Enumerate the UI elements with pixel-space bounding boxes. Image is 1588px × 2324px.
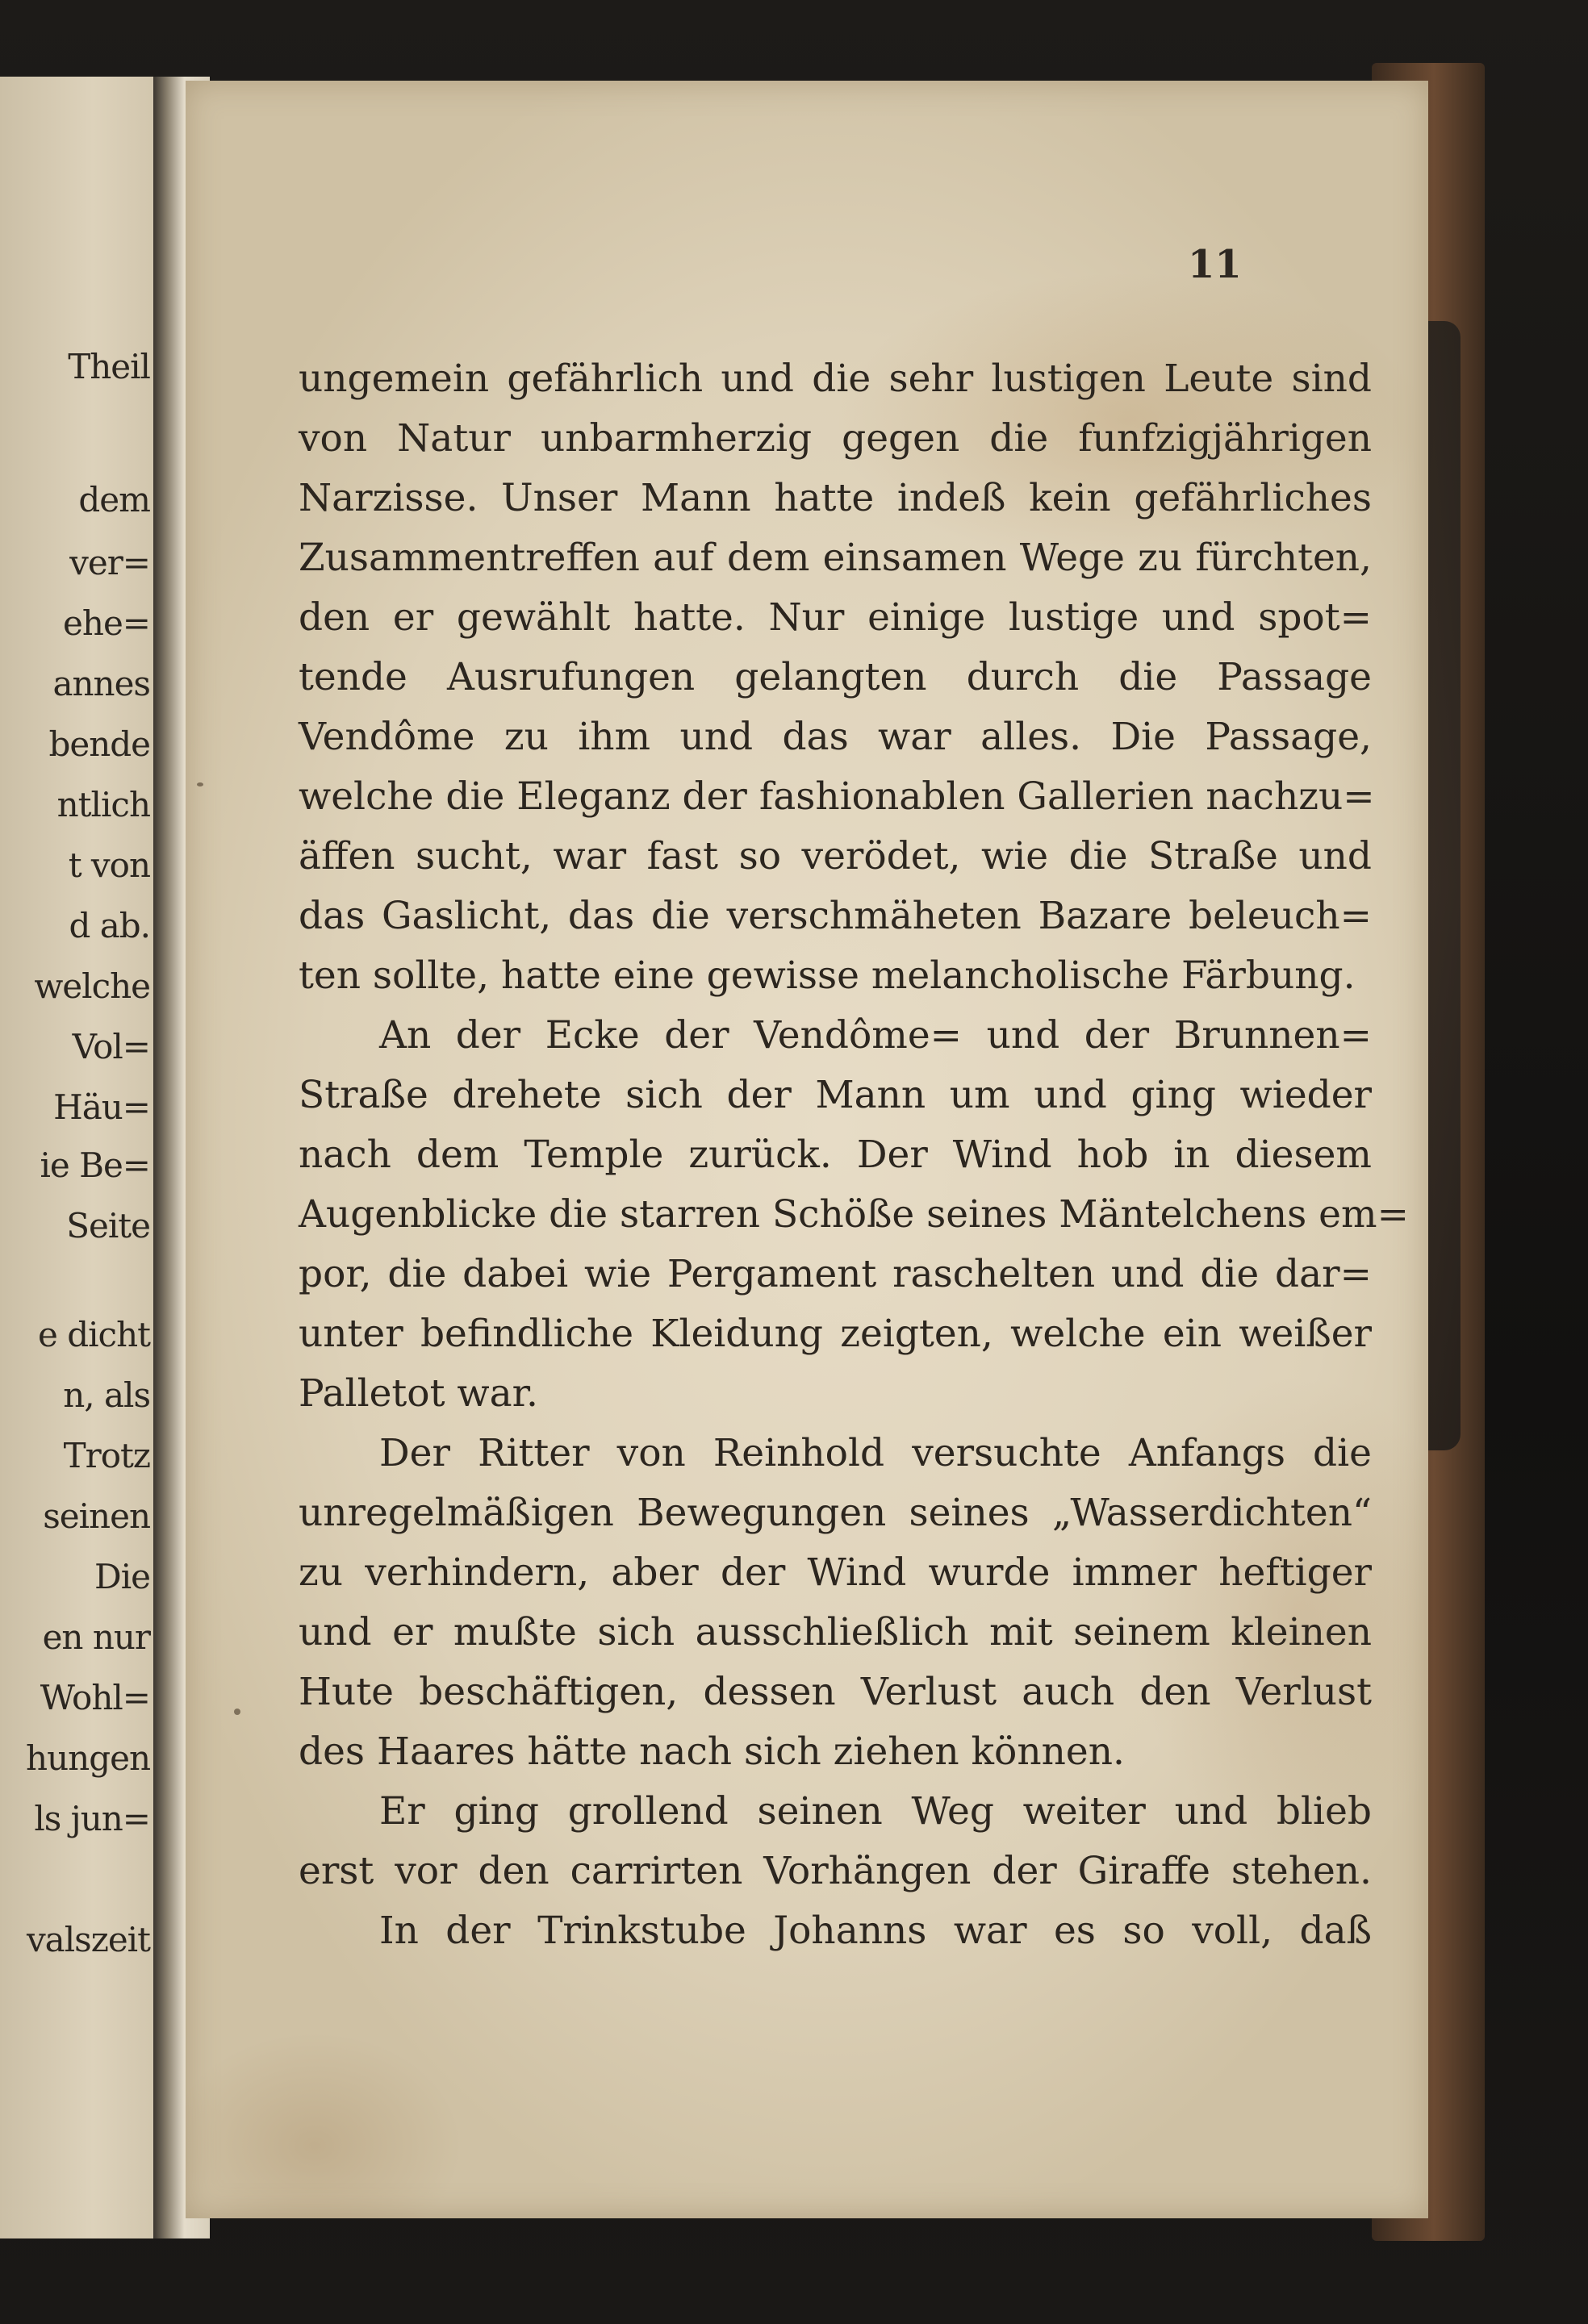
text-line: und er mußte sich ausschließlich mit seinem kleinen (299, 1610, 1372, 1654)
left-page-fragment: bende (48, 724, 150, 764)
left-page-fragment: n, als (63, 1375, 150, 1415)
text-line: Zusammentreffen auf dem einsamen Wege zu fürchten, (299, 536, 1372, 580)
text-line: unregelmäßigen Bewegungen seines „Wasserdichten“ (299, 1491, 1372, 1535)
text-line: das Gaslicht, das die verschmäheten Bazare beleuch= (299, 894, 1372, 938)
left-page-fragment: Häu= (53, 1087, 150, 1127)
left-page-fragment: dem (78, 480, 150, 519)
left-page-fragment: valszeit (26, 1920, 150, 1959)
left-page-fragment: en nur (42, 1617, 150, 1657)
text-line: ten sollte, hatte eine gewisse melancholische Färbung. (299, 953, 1356, 998)
text-line: Straße drehete sich der Mann um und ging wieder (299, 1073, 1372, 1117)
text-line: tende Ausrufungen gelangten durch die Passage (299, 655, 1372, 699)
right-page (186, 81, 1428, 2218)
text-line: welche die Eleganz der fashionablen Gallerien nachzu= (299, 774, 1375, 819)
left-page (0, 77, 169, 2238)
text-line: zu verhindern, aber der Wind wurde immer heftiger (299, 1550, 1372, 1595)
text-line: Hute beschäftigen, dessen Verlust auch den Verlust (299, 1670, 1372, 1714)
left-page-fragment: annes (52, 664, 150, 703)
left-page-fragment: Trotz (63, 1436, 150, 1475)
left-page-fragment: Die (94, 1557, 150, 1596)
text-line: erst vor den carrirten Vorhängen der Giraffe stehen. (299, 1849, 1372, 1893)
text-line: den er gewählt hatte. Nur einige lustige und spot= (299, 595, 1372, 640)
left-page-fragment: Seite (66, 1206, 150, 1245)
text-line: Palletot war. (299, 1371, 538, 1416)
page-number: 11 (1188, 242, 1242, 287)
text-line: unter befindliche Kleidung zeigten, welche ein weißer (299, 1312, 1372, 1356)
ink-spot (234, 1709, 240, 1715)
left-page-fragment: welche (34, 966, 150, 1006)
left-page-fragment: e dicht (38, 1315, 150, 1354)
left-page-fragment: Vol= (72, 1027, 150, 1066)
left-page-fragment: ie Be= (40, 1145, 150, 1185)
text-line: nach dem Temple zurück. Der Wind hob in diesem (299, 1133, 1372, 1177)
text-line: Er ging grollend seinen Weg weiter und blieb (379, 1789, 1372, 1834)
text-line: des Haares hätte nach sich ziehen können. (299, 1729, 1125, 1774)
left-page-fragment: d ab. (69, 906, 150, 945)
left-page-fragment: ls jun= (34, 1799, 150, 1838)
text-line: von Natur unbarmherzig gegen die funfzigjährigen (299, 416, 1372, 461)
text-line: ungemein gefährlich und die sehr lustigen Leute sind (299, 357, 1372, 401)
text-line: Vendôme zu ihm und das war alles. Die Passage, (299, 715, 1372, 759)
left-page-fragment: t von (68, 845, 150, 885)
text-line: por, die dabei wie Pergament raschelten und die dar= (299, 1252, 1372, 1296)
text-line: äffen sucht, war fast so verödet, wie die Straße und (299, 834, 1372, 878)
left-page-fragment: ehe= (63, 603, 150, 643)
ink-spot (197, 782, 203, 786)
text-line: In der Trinkstube Johanns war es so voll, daß (379, 1909, 1372, 1953)
left-page-fragment: Theil (68, 347, 150, 386)
left-page-fragment: ntlich (56, 785, 150, 824)
text-line: Der Ritter von Reinhold versuchte Anfangs die (379, 1431, 1372, 1475)
left-page-fragment: seinen (43, 1496, 150, 1536)
left-page-fragment: Wohl= (40, 1678, 150, 1717)
text-line: Augenblicke die starren Schöße seines Mäntelchens em= (299, 1192, 1409, 1237)
text-line: Narzisse. Unser Mann hatte indeß kein gefährliches (299, 476, 1372, 520)
text-line: An der Ecke der Vendôme= und der Brunnen= (379, 1013, 1372, 1058)
left-page-fragment: hungen (26, 1738, 150, 1778)
left-page-fragment: ver= (69, 543, 150, 582)
